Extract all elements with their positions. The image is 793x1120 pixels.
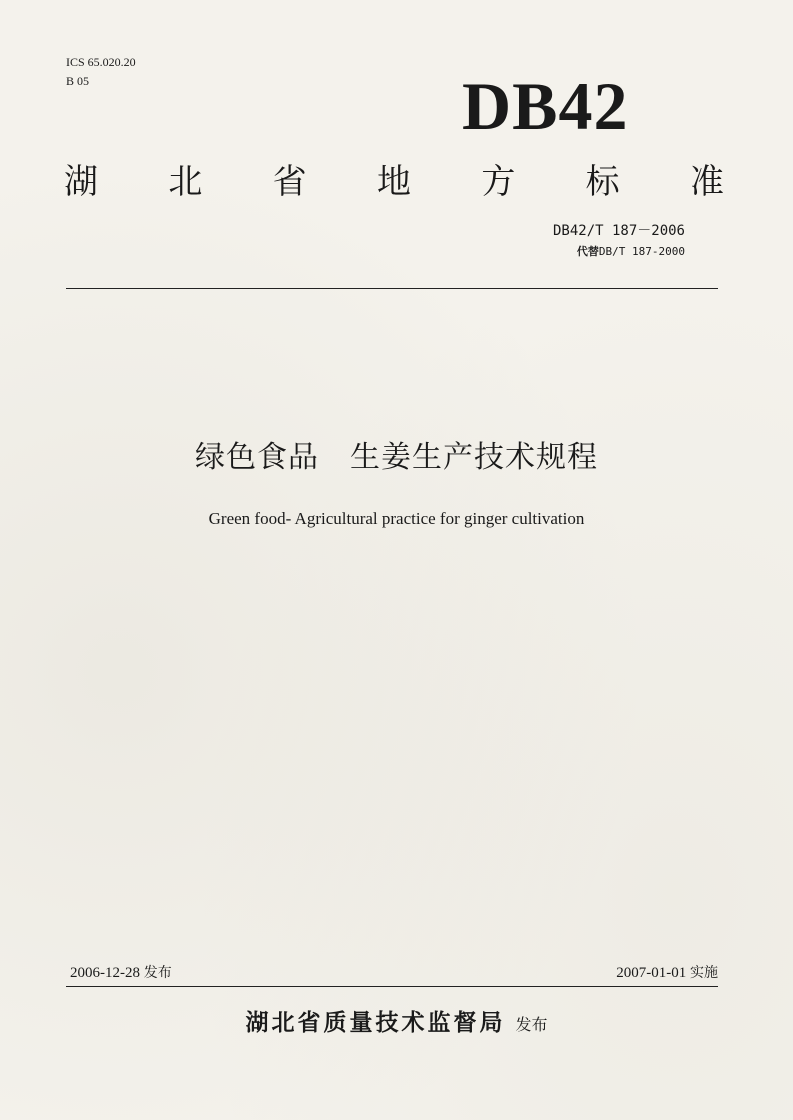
replaces-standard <box>577 245 685 259</box>
standard-title-char: 湖 <box>64 162 98 202</box>
issue-label: 发布 <box>143 965 172 981</box>
issue-date-value: 2006-12-28 <box>70 965 140 981</box>
standard-number: DB42/T 187－2006 <box>552 223 685 239</box>
standard-title-char: 方 <box>481 162 516 202</box>
publisher-name: 湖北省质量技术监督局 <box>245 1010 506 1036</box>
effective-date-value: 2007-01-01 <box>616 965 687 981</box>
standard-title-char: 省 <box>272 162 307 202</box>
replaces-number: DB/T 187-2000 <box>598 245 685 258</box>
effective-date <box>616 963 718 983</box>
publisher <box>0 1008 793 1040</box>
standard-mark: DB42 <box>462 68 629 144</box>
standard-title <box>64 162 724 202</box>
document-title-english: Green food- Agricultural practice for ginger cultivation <box>208 509 585 528</box>
replaces-prefix: 代替 <box>576 245 599 258</box>
effective-label: 实施 <box>690 965 718 981</box>
document-title-chinese: 绿色食品 生姜生产技术规程 <box>195 440 598 475</box>
standard-title-char: 准 <box>689 162 724 202</box>
issue-date <box>70 963 172 983</box>
footer-divider <box>66 986 718 987</box>
standard-title-char: 标 <box>585 162 620 202</box>
ics-code: ICS 65.020.20 <box>66 55 136 69</box>
header-divider <box>66 288 718 289</box>
ccs-code: B 05 <box>66 74 90 88</box>
standard-title-char: 地 <box>376 162 411 202</box>
standard-title-char: 北 <box>168 162 203 202</box>
publisher-suffix: 发布 <box>515 1015 548 1034</box>
